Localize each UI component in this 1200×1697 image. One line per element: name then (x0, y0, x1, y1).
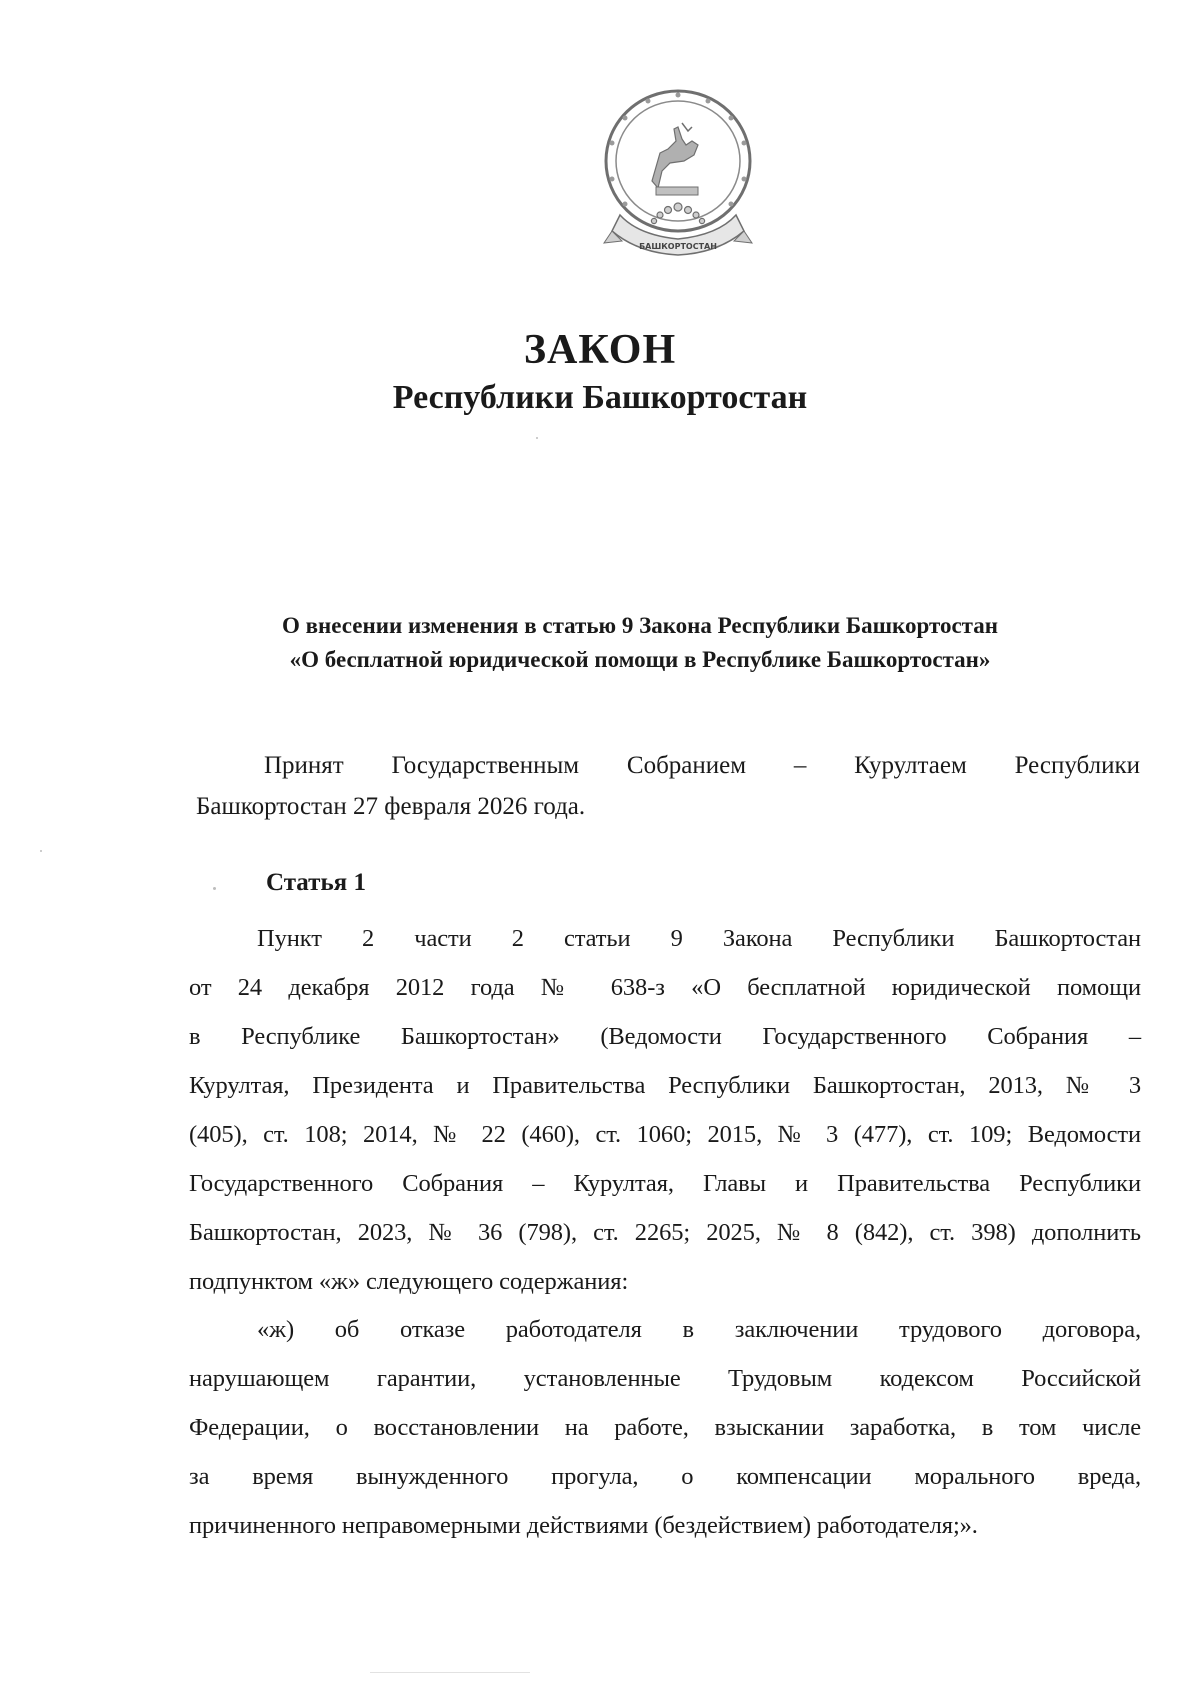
heading-line-2: «О бесплатной юридической помощи в Республике Башкортостан» (289, 647, 991, 672)
article-body (189, 914, 1141, 1306)
emblem-ribbon-text: БАШКОРТОСТАН (639, 242, 717, 251)
article-line: Пункт 2 части 2 статьи 9 Закона Республики Башкортостан (257, 925, 1141, 952)
law-title: ЗАКОН (523, 327, 677, 373)
article-line: Башкортостан, 2023, № 36 (798), ст. 2265; 2025, № 8 (842), ст. 398) дополнить (189, 1219, 1141, 1246)
article-title: Статья 1 (266, 869, 366, 896)
adoption-statement (196, 745, 1140, 827)
amendment-line: причиненного неправомерными действиями (бездействием) работодателя;». (189, 1512, 978, 1539)
scan-speck (40, 850, 42, 852)
article-line: Курултая, Президента и Правительства Республики Башкортостан, 2013, № 3 (189, 1072, 1141, 1099)
law-subtitle: Республики Башкортостан (392, 379, 808, 416)
coat-of-arms-emblem (598, 83, 758, 261)
scan-speck (213, 887, 216, 890)
document-heading (190, 609, 1090, 677)
bashkortostan-coat-of-arms-icon (598, 83, 758, 261)
amendment-line: Федерации, о восстановлении на работе, взыскании заработка, в том числе (189, 1414, 1141, 1441)
adoption-line-1: Принят Государственным Собранием – Курултаем Республики (264, 752, 1140, 779)
scan-speck (370, 1672, 530, 1673)
heading-line-1: О внесении изменения в статью 9 Закона Республики Башкортостан (281, 613, 999, 638)
article-line: Государственного Собрания – Курултая, Главы и Правительства Республики (189, 1170, 1141, 1197)
amendment-line: нарушающем гарантии, установленные Трудовым кодексом Российской (189, 1365, 1141, 1392)
article-line: в Республике Башкортостан» (Ведомости Государственного Собрания – (189, 1023, 1141, 1050)
article-line: подпунктом «ж» следующего содержания: (189, 1268, 629, 1295)
amendment-text (189, 1305, 1141, 1550)
article-line: (405), ст. 108; 2014, № 22 (460), ст. 1060; 2015, № 3 (477), ст. 109; Ведомости (189, 1121, 1141, 1148)
amendment-line: «ж) об отказе работодателя в заключении трудового договора, (257, 1316, 1141, 1343)
scan-speck (536, 437, 538, 439)
svg-text:БАШКОРТОСТАН (639, 242, 717, 251)
adoption-line-2: Башкортостан 27 февраля 2026 года. (196, 793, 586, 820)
article-line: от 24 декабря 2012 года № 638-з «О бесплатной юридической помощи (189, 974, 1141, 1001)
amendment-line: за время вынужденного прогула, о компенсации морального вреда, (189, 1463, 1141, 1490)
